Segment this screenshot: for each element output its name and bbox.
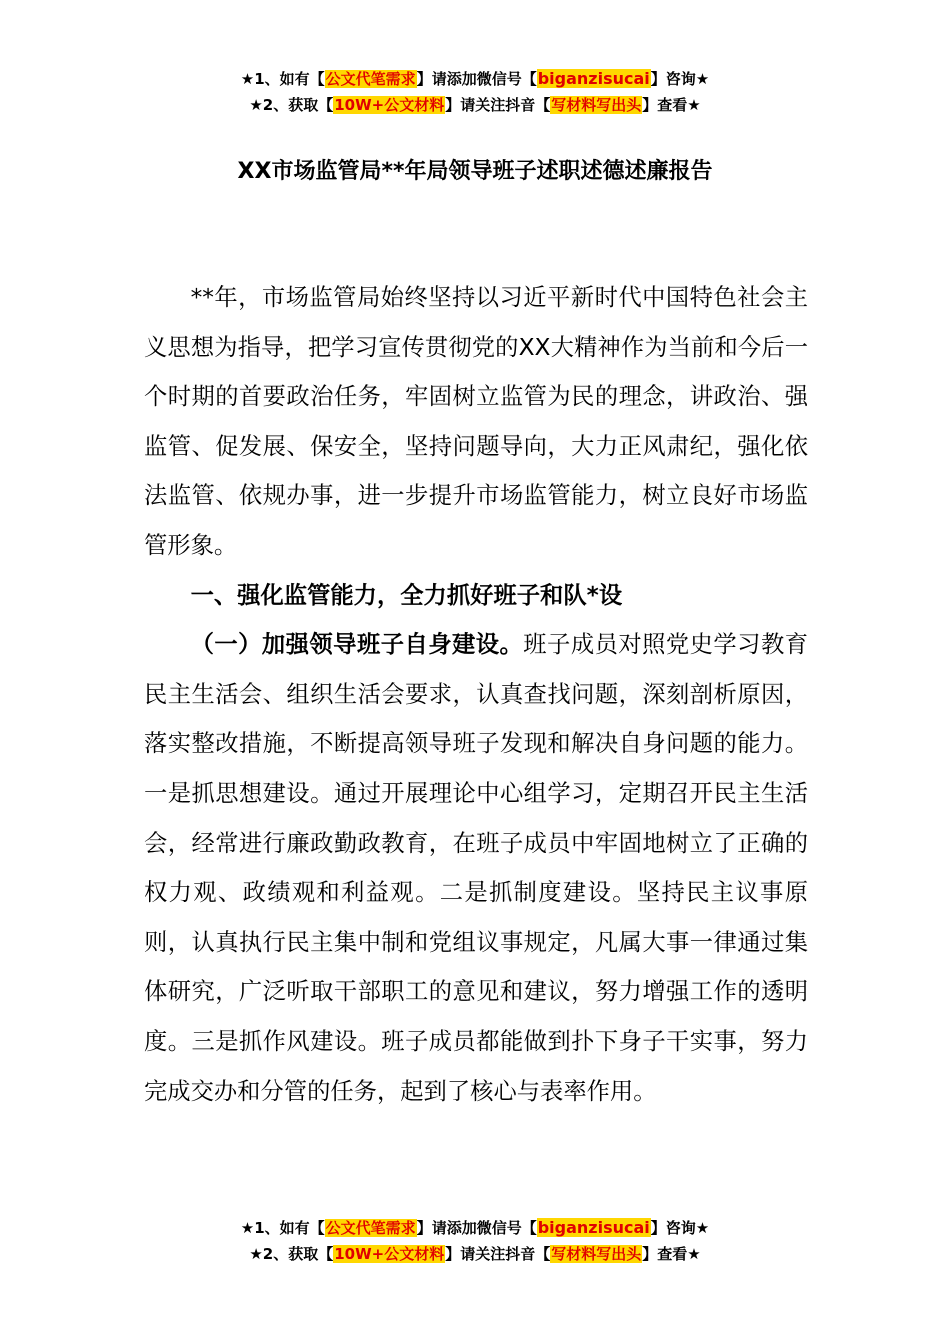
banner-text: ★2、获取【	[249, 96, 334, 114]
banner-highlight: 公文代笔需求	[325, 1219, 416, 1237]
header-banner-line-2	[0, 92, 950, 118]
banner-text: 】请关注抖音【	[445, 1245, 551, 1263]
banner-wechat-id: biganzisucai	[537, 69, 650, 88]
banner-text: 】查看★	[642, 96, 701, 114]
document-body	[144, 273, 808, 1116]
banner-text: ★1、如有【	[240, 70, 325, 88]
subsection-paragraph	[144, 620, 808, 1116]
section-heading: 一、强化监管能力，全力抓好班子和队*设	[190, 581, 623, 609]
banner-text: 】咨询★	[650, 70, 710, 88]
banner-text: 】咨询★	[650, 1219, 710, 1237]
banner-text: 】请添加微信号【	[416, 70, 537, 88]
banner-text: 】请关注抖音【	[445, 96, 551, 114]
banner-wechat-id: biganzisucai	[537, 1218, 650, 1237]
subsection-text: 班子成员对照党史学习教育民主生活会、组织生活会要求，认真查找问题，深刻剖析原因，落实整改措施，不断提高领导班子发现和解决自身问题的能力。一是抓思想建设。通过开展理论中心组学习，定期召开民主生活会，经常进行廉政勤政教育，在班子成员中牢固地树立了正确的权力观、政绩观和利益观。二是抓制度建设。坚持民主议事原则，认真执行民主集中制和党组议事规定，凡属大事一律通过集体研究，广泛听取干部职工的意见和建议，努力增强工作的透明度。三是抓作风建设。班子成员都能做到扑下身子干实事，努力完成交办和分管的任务，起到了核心与表率作用。	[144, 631, 809, 1105]
banner-highlight: 10W+公文材料	[334, 1245, 445, 1263]
footer-ad-banner	[0, 1215, 950, 1267]
banner-text: ★1、如有【	[240, 1219, 325, 1237]
banner-highlight: 10W+公文材料	[334, 96, 445, 114]
banner-text: 】请添加微信号【	[416, 1219, 537, 1237]
banner-highlight: 公文代笔需求	[325, 70, 416, 88]
banner-douyin-account: 写材料写出头	[551, 1245, 642, 1263]
banner-text: ★2、获取【	[249, 1245, 334, 1263]
banner-douyin-account: 写材料写出头	[551, 96, 642, 114]
footer-banner-line-2	[0, 1241, 950, 1267]
banner-text: 】查看★	[642, 1245, 701, 1263]
subsection-heading: （一）加强领导班子自身建设。	[190, 631, 524, 659]
footer-banner-line-1	[0, 1215, 950, 1241]
intro-paragraph: **年，市场监管局始终坚持以习近平新时代中国特色社会主义思想为指导，把学习宣传贯彻党的XX大精神作为当前和今后一个时期的首要政治任务，牢固树立监管为民的理念，讲政治、强监管、促发展、保安全，坚持问题导向，大力正风肃纪，强化依法监管、依规办事，进一步提升市场监管能力，树立良好市场监管形象。	[144, 284, 808, 559]
header-ad-banner	[0, 66, 950, 118]
header-banner-line-1	[0, 66, 950, 92]
document-title: XX市场监管局**年局领导班子述职述德述廉报告	[237, 159, 713, 184]
